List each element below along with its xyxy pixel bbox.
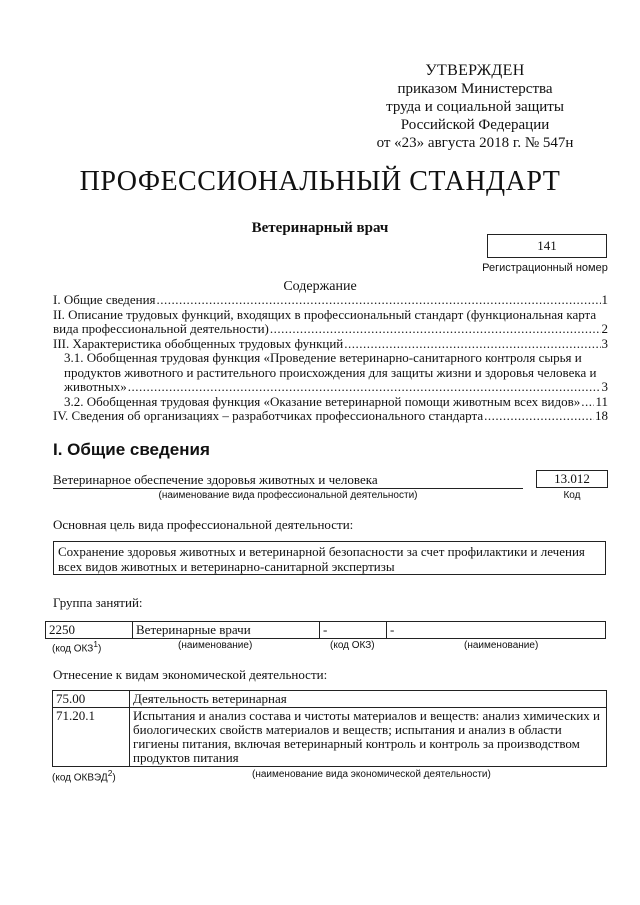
approval-line: приказом Министерства xyxy=(397,81,553,97)
okved-code-cell: 71.20.1 xyxy=(53,708,130,767)
okz-name-caption: (наименование) xyxy=(178,640,253,651)
occupation-group-table xyxy=(45,621,606,639)
okved-code-cell: 75.00 xyxy=(53,691,130,708)
okved-name-cell: Деятельность ветеринарная xyxy=(130,691,607,708)
toc-item[interactable]: III. Характеристика обобщенных трудовых функций ..... 3 xyxy=(53,337,608,352)
table-row xyxy=(46,622,606,639)
registration-number-label: Регистрационный номер xyxy=(482,262,608,274)
approval-block xyxy=(350,62,600,152)
approval-date: от «23» августа 2018 г. № 547н xyxy=(376,135,574,151)
table-row xyxy=(53,691,607,708)
okz-name2-cell: - xyxy=(387,622,606,639)
activity-name-field: Ветеринарное обеспечение здоровья животных и человека xyxy=(53,472,523,489)
okved-name-cell: Испытания и анализ состава и чистоты материалов и веществ: анализ химических и биологических свойств материалов и веществ; испытания и анализ в области гигиены питания, включая ветеринарный контроль и контроль за производством продуктов питания xyxy=(130,708,607,767)
okz-code2-caption: (код ОКЗ) xyxy=(330,640,375,651)
goal-box: Сохранение здоровья животных и ветеринарной безопасности за счет профилактики и лечения всех видов животных и ветеринарно-санитарной экспертизы xyxy=(53,541,606,575)
okved-name-caption: (наименование вида экономической деятельности) xyxy=(252,769,491,780)
toc-item[interactable]: I. Общие сведения ..... 1 xyxy=(53,293,608,308)
toc-item[interactable]: IV. Сведения об организациях – разработчиках профессионального стандарта ..... 18 xyxy=(53,409,608,424)
approval-line: труда и социальной защиты xyxy=(386,99,564,115)
registration-number-box: 141 xyxy=(487,234,607,258)
toc-title: Содержание xyxy=(283,279,357,294)
okz-code-cell: 2250 xyxy=(46,622,133,639)
okz-code2-cell: - xyxy=(320,622,387,639)
okz-code-caption: (код ОКЗ$^1$) xyxy=(52,639,102,655)
document-title: ПРОФЕССИОНАЛЬНЫЙ СТАНДАРТ xyxy=(79,166,561,197)
okved-code-caption: (код ОКВЭД$^2$) xyxy=(52,768,116,784)
toc-item[interactable]: 3.2. Обобщенная трудовая функция «Оказание ветеринарной помощи животным всех видов» ..... 11 xyxy=(53,395,608,410)
approval-heading: УТВЕРЖДЕН xyxy=(425,62,525,79)
activity-code-caption: Код xyxy=(563,490,581,501)
goal-label: Основная цель вида профессиональной деятельности: xyxy=(53,517,354,532)
group-label: Группа занятий: xyxy=(53,595,143,610)
activity-name-caption: (наименование вида профессиональной деятельности) xyxy=(158,490,418,501)
econ-label: Отнесение к видам экономической деятельности: xyxy=(53,667,328,682)
economic-activity-table xyxy=(52,690,607,767)
okz-name-cell: Ветеринарные врачи xyxy=(133,622,320,639)
toc-item[interactable]: II. Описание трудовых функций, входящих в профессиональный стандарт (функциональная карта вида профессиональной деятельности) ..... 2 xyxy=(53,308,608,337)
section-heading: I. Общие сведения xyxy=(53,440,210,459)
table-row xyxy=(53,708,607,767)
toc-item[interactable]: 3.1. Обобщенная трудовая функция «Проведение ветеринарно-санитарного контроля сырья и продуктов животного и растительного происхождения для защиты жизни и здоровья человека и животных» ..... 3 xyxy=(53,351,608,395)
table-of-contents xyxy=(53,293,608,424)
standard-name: Ветеринарный врач xyxy=(251,220,389,236)
approval-line: Российской Федерации xyxy=(400,117,550,133)
activity-code-box: 13.012 xyxy=(536,470,608,488)
okz-name2-caption: (наименование) xyxy=(464,640,539,651)
